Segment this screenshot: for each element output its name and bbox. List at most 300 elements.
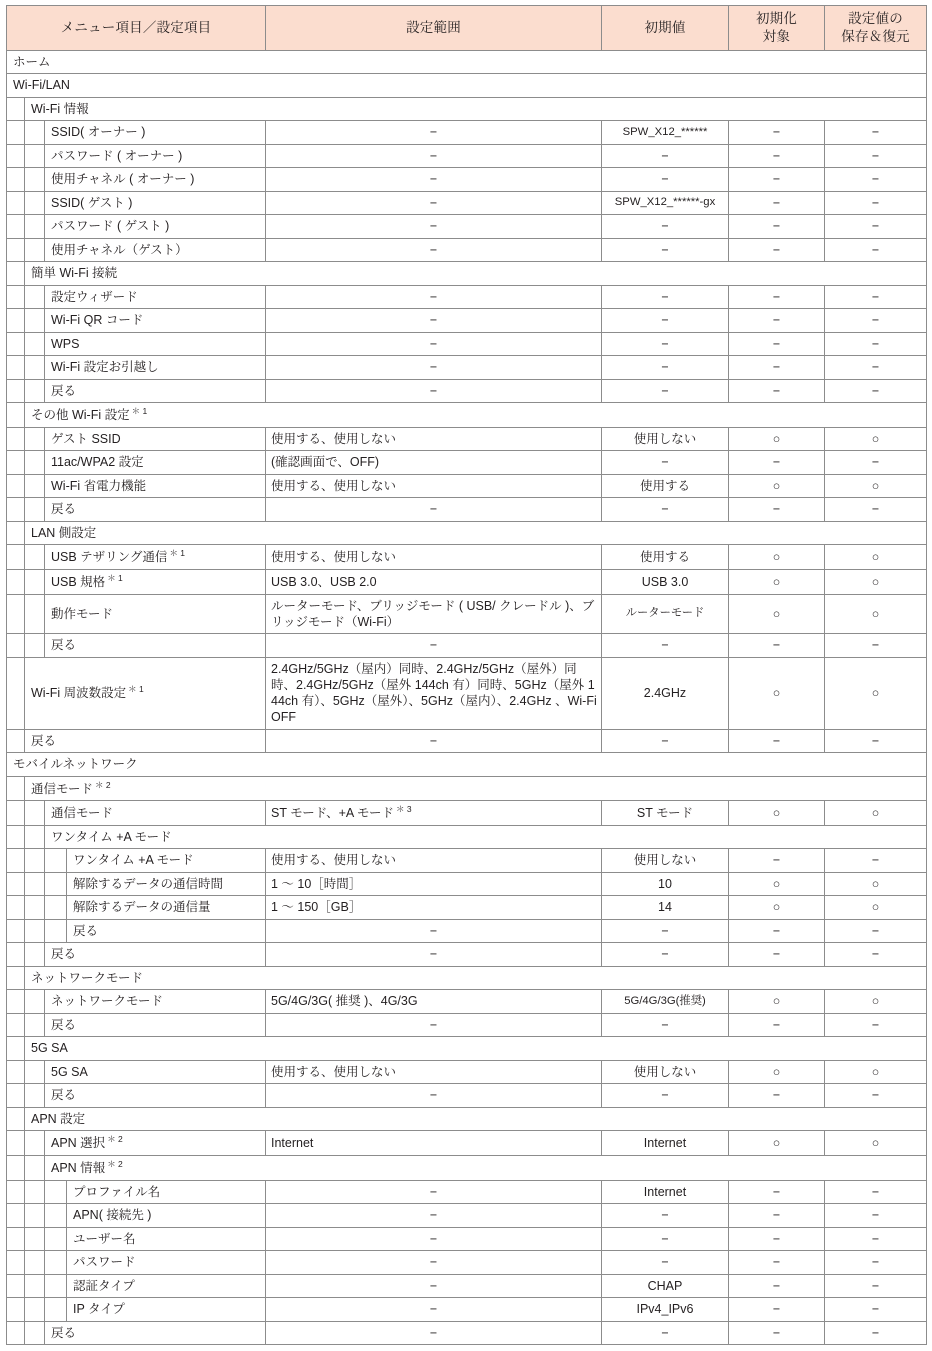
menu-item-cell [7, 1274, 266, 1298]
table-row [7, 1321, 927, 1345]
menu-item-label: ネットワークモード [51, 994, 164, 1009]
column-header-init [602, 6, 729, 51]
backup-restore-cell: − [825, 309, 927, 333]
menu-item-cell [7, 427, 266, 451]
backup-restore-cell: − [825, 1180, 927, 1204]
menu-item-label: 戻る [51, 638, 77, 653]
backup-restore-cell: ○ [825, 427, 927, 451]
table-row [7, 729, 927, 753]
setting-range-cell: − [266, 285, 602, 309]
column-header-reset [729, 6, 825, 51]
backup-restore-cell: ○ [825, 569, 927, 594]
setting-range-cell: 1 〜 10［時間］ [266, 872, 602, 896]
column-header-line: 設定値の [848, 11, 903, 26]
setting-range-cell: USB 3.0、USB 2.0 [266, 569, 602, 594]
backup-restore-cell: ○ [825, 801, 927, 826]
table-row [7, 896, 927, 920]
menu-item-cell [7, 849, 266, 873]
backup-restore-cell: ○ [825, 1131, 927, 1156]
backup-restore-cell: ○ [825, 657, 927, 729]
column-header-line: 設定範囲 [406, 19, 461, 35]
reset-target-cell: − [729, 168, 825, 192]
menu-item-cell [7, 872, 266, 896]
setting-range-cell: − [266, 215, 602, 239]
backup-restore-cell: − [825, 168, 927, 192]
section-row [7, 50, 927, 74]
column-header-line: メニュー項目／設定項目 [60, 19, 212, 35]
setting-range-cell: − [266, 332, 602, 356]
table-row [7, 451, 927, 475]
initial-value-cell: Internet [602, 1180, 729, 1204]
section-label-cell [7, 966, 927, 990]
initial-value-cell: − [602, 1013, 729, 1037]
table-row [7, 144, 927, 168]
menu-item-label: 使用チャネル（ゲスト） [51, 242, 188, 257]
menu-item-label: Wi-Fi 省電力機能 [51, 478, 147, 493]
menu-item-label: SSID( オーナー ) [51, 125, 146, 140]
setting-range-cell: − [266, 498, 602, 522]
initial-value-cell: 14 [602, 896, 729, 920]
backup-restore-cell: ○ [825, 1060, 927, 1084]
setting-range-cell: − [266, 168, 602, 192]
menu-item-cell [7, 657, 266, 729]
menu-item-cell [7, 919, 266, 943]
reset-target-cell: ○ [729, 427, 825, 451]
settings-table [6, 5, 927, 1345]
menu-item-cell [7, 356, 266, 380]
menu-item-cell [7, 801, 266, 826]
reset-target-cell: − [729, 121, 825, 145]
section-row [7, 966, 927, 990]
reset-target-cell: − [729, 849, 825, 873]
setting-range-cell: ST モード、+A モード $^{* 3}$ [266, 801, 602, 826]
backup-restore-cell: − [825, 849, 927, 873]
setting-range-cell: ルーターモード、ブリッジモード ( USB/ クレードル )、ブリッジモード（Wi-Fi） [266, 594, 602, 634]
backup-restore-cell: − [825, 498, 927, 522]
menu-item-label: 5G SA [31, 1041, 68, 1056]
backup-restore-cell: − [825, 1298, 927, 1322]
menu-item-label: 動作モード [51, 606, 114, 621]
footnote-marker: ＊ 2 [107, 1134, 123, 1145]
table-row [7, 1013, 927, 1037]
reset-target-cell: ○ [729, 872, 825, 896]
menu-item-label: ホーム [13, 54, 51, 69]
reset-target-cell: − [729, 1274, 825, 1298]
menu-item-label: IP タイプ [73, 1302, 125, 1317]
menu-item-label: 戻る [73, 923, 99, 938]
table-row [7, 634, 927, 658]
menu-item-label: 解除するデータの通信時間 [73, 876, 224, 891]
menu-item-cell [7, 1180, 266, 1204]
initial-value-cell: − [602, 144, 729, 168]
menu-item-label: Wi-Fi 周波数設定 $^{* 1}$ [31, 684, 144, 701]
menu-item-label: USB 規格 $^{* 1}$ [51, 572, 123, 590]
initial-value-cell: − [602, 238, 729, 262]
initial-value-cell: − [602, 168, 729, 192]
section-row [7, 74, 927, 98]
footnote-marker: ＊ 1 [128, 684, 144, 695]
backup-restore-cell: − [825, 1204, 927, 1228]
reset-target-cell: − [729, 1204, 825, 1228]
menu-item-label: Wi-Fi 設定お引越し [51, 360, 159, 375]
initial-value-cell: SPW_X12_******-gx [602, 191, 729, 215]
initial-value-cell: − [602, 356, 729, 380]
backup-restore-cell: − [825, 1013, 927, 1037]
initial-value-cell: − [602, 943, 729, 967]
section-row [7, 262, 927, 286]
reset-target-cell: − [729, 729, 825, 753]
setting-range-cell: 1 〜 150［GB］ [266, 896, 602, 920]
setting-range-cell: − [266, 379, 602, 403]
table-row [7, 1227, 927, 1251]
setting-range-cell: − [266, 1298, 602, 1322]
initial-value-cell: IPv4_IPv6 [602, 1298, 729, 1322]
initial-value-cell: ルーターモード [602, 594, 729, 634]
initial-value-cell: − [602, 1204, 729, 1228]
initial-value-cell: CHAP [602, 1274, 729, 1298]
initial-value-cell: − [602, 729, 729, 753]
setting-range-cell: 5G/4G/3G( 推奨 )、4G/3G [266, 990, 602, 1014]
section-label-cell [7, 1156, 927, 1181]
menu-item-label: USB テザリング通信 $^{* 1}$ [51, 548, 186, 565]
initial-value-cell: − [602, 1321, 729, 1345]
reset-target-cell: ○ [729, 801, 825, 826]
menu-item-label: 設定ウィザード [51, 289, 138, 304]
menu-item-label: 通信モード [51, 805, 114, 820]
reset-target-cell: − [729, 919, 825, 943]
section-label-cell [7, 753, 927, 777]
table-row [7, 332, 927, 356]
section-label-cell [7, 74, 927, 98]
setting-range-cell: − [266, 144, 602, 168]
setting-range-cell: − [266, 1180, 602, 1204]
menu-item-label: SSID( ゲスト ) [51, 195, 133, 210]
backup-restore-cell: − [825, 729, 927, 753]
menu-item-cell [7, 990, 266, 1014]
setting-range-cell: − [266, 634, 602, 658]
menu-item-cell [7, 545, 266, 570]
backup-restore-cell: ○ [825, 594, 927, 634]
setting-range-cell: − [266, 1321, 602, 1345]
section-row [7, 521, 927, 545]
menu-item-cell [7, 594, 266, 634]
menu-item-cell [7, 168, 266, 192]
table-row [7, 285, 927, 309]
initial-value-cell: − [602, 498, 729, 522]
reset-target-cell: − [729, 1321, 825, 1345]
column-header-line: 初期化 [755, 11, 798, 26]
menu-item-cell [7, 729, 266, 753]
menu-item-cell [7, 1084, 266, 1108]
reset-target-cell: − [729, 144, 825, 168]
reset-target-cell: ○ [729, 545, 825, 570]
reset-target-cell: ○ [729, 1131, 825, 1156]
backup-restore-cell: ○ [825, 545, 927, 570]
table-row [7, 1274, 927, 1298]
backup-restore-cell: − [825, 943, 927, 967]
table-row [7, 356, 927, 380]
table-row [7, 238, 927, 262]
setting-range-cell: 使用する、使用しない [266, 545, 602, 570]
table-row [7, 990, 927, 1014]
menu-item-label: 使用チャネル ( オーナー ) [51, 172, 195, 187]
reset-target-cell: ○ [729, 657, 825, 729]
setting-range-cell: − [266, 121, 602, 145]
backup-restore-cell: − [825, 919, 927, 943]
reset-target-cell: − [729, 634, 825, 658]
reset-target-cell: − [729, 285, 825, 309]
menu-item-label: 解除するデータの通信量 [73, 900, 211, 915]
reset-target-cell: − [729, 1251, 825, 1275]
menu-item-cell [7, 332, 266, 356]
initial-value-cell: − [602, 215, 729, 239]
menu-item-label: 戻る [51, 1017, 77, 1032]
reset-target-cell: − [729, 1180, 825, 1204]
setting-range-cell: − [266, 1274, 602, 1298]
menu-item-cell [7, 121, 266, 145]
footnote-marker: ＊ 1 [107, 572, 123, 583]
table-row [7, 594, 927, 634]
menu-item-label: Wi-Fi QR コード [51, 313, 144, 328]
menu-item-label: 戻る [51, 947, 77, 962]
backup-restore-cell: − [825, 451, 927, 475]
table-header [7, 6, 927, 51]
menu-item-cell [7, 474, 266, 498]
table-body [7, 50, 927, 1345]
reset-target-cell: − [729, 1298, 825, 1322]
backup-restore-cell: − [825, 215, 927, 239]
menu-item-label: 11ac/WPA2 設定 [51, 455, 144, 470]
initial-value-cell: − [602, 1084, 729, 1108]
reset-target-cell: − [729, 238, 825, 262]
section-label-cell [7, 1037, 927, 1061]
menu-item-label: 戻る [51, 383, 77, 398]
reset-target-cell: − [729, 215, 825, 239]
setting-range-cell: − [266, 1013, 602, 1037]
backup-restore-cell: ○ [825, 474, 927, 498]
section-label-cell [7, 825, 927, 849]
setting-range-cell: − [266, 1204, 602, 1228]
initial-value-cell: − [602, 1251, 729, 1275]
initial-value-cell: 2.4GHz [602, 657, 729, 729]
footnote-marker: ＊ 1 [131, 406, 148, 417]
menu-item-label: モバイルネットワーク [13, 757, 138, 772]
reset-target-cell: − [729, 309, 825, 333]
table-row [7, 191, 927, 215]
menu-item-label: ユーザー名 [73, 1231, 136, 1246]
setting-range-cell: 使用する、使用しない [266, 427, 602, 451]
setting-range-cell: − [266, 191, 602, 215]
reset-target-cell: ○ [729, 594, 825, 634]
table-row [7, 1084, 927, 1108]
initial-value-cell: − [602, 379, 729, 403]
section-row [7, 97, 927, 121]
header-row [7, 6, 927, 51]
backup-restore-cell: − [825, 634, 927, 658]
setting-range-cell: − [266, 943, 602, 967]
table-row [7, 569, 927, 594]
column-header-line: 対象 [762, 28, 791, 44]
menu-item-label: パスワード ( ゲスト ) [51, 219, 170, 234]
menu-item-cell [7, 498, 266, 522]
menu-item-cell [7, 1060, 266, 1084]
initial-value-cell: 使用しない [602, 427, 729, 451]
menu-item-label: 戻る [51, 1325, 77, 1340]
menu-item-cell [7, 451, 266, 475]
setting-range-cell: − [266, 1084, 602, 1108]
table-row [7, 657, 927, 729]
backup-restore-cell: ○ [825, 872, 927, 896]
reset-target-cell: − [729, 191, 825, 215]
table-row [7, 215, 927, 239]
table-row [7, 919, 927, 943]
menu-item-cell [7, 144, 266, 168]
table-row [7, 1180, 927, 1204]
menu-item-cell [7, 634, 266, 658]
reset-target-cell: ○ [729, 990, 825, 1014]
setting-range-cell: − [266, 729, 602, 753]
backup-restore-cell: − [825, 121, 927, 145]
section-row [7, 1156, 927, 1181]
section-label-cell [7, 776, 927, 801]
menu-item-cell [7, 1227, 266, 1251]
backup-restore-cell: − [825, 285, 927, 309]
table-row [7, 168, 927, 192]
reset-target-cell: − [729, 1084, 825, 1108]
table-row [7, 1298, 927, 1322]
section-label-cell [7, 262, 927, 286]
backup-restore-cell: ○ [825, 990, 927, 1014]
initial-value-cell: − [602, 634, 729, 658]
initial-value-cell: 5G/4G/3G(推奨) [602, 990, 729, 1014]
menu-item-label: APN 選択 $^{* 2}$ [51, 1134, 123, 1151]
menu-item-cell [7, 1013, 266, 1037]
footnote-marker: ＊ 2 [95, 779, 111, 790]
menu-item-cell [7, 309, 266, 333]
table-row [7, 474, 927, 498]
backup-restore-cell: − [825, 1274, 927, 1298]
section-label-cell [7, 1107, 927, 1131]
menu-item-label: APN 設定 [31, 1111, 86, 1126]
initial-value-cell: − [602, 332, 729, 356]
reset-target-cell: − [729, 379, 825, 403]
menu-item-label: 通信モード $^{* 2}$ [31, 779, 111, 796]
reset-target-cell: − [729, 1227, 825, 1251]
table-row [7, 309, 927, 333]
reset-target-cell: ○ [729, 896, 825, 920]
backup-restore-cell: − [825, 191, 927, 215]
menu-item-cell [7, 215, 266, 239]
backup-restore-cell: − [825, 379, 927, 403]
table-row [7, 872, 927, 896]
section-label-cell [7, 403, 927, 428]
section-row [7, 825, 927, 849]
menu-item-label: ネットワークモード [31, 970, 144, 985]
table-row [7, 427, 927, 451]
backup-restore-cell: − [825, 1084, 927, 1108]
reset-target-cell: − [729, 356, 825, 380]
reset-target-cell: ○ [729, 569, 825, 594]
section-row [7, 1037, 927, 1061]
menu-item-label: 戻る [51, 1088, 77, 1103]
menu-item-cell [7, 191, 266, 215]
reset-target-cell: ○ [729, 1060, 825, 1084]
initial-value-cell: 使用しない [602, 1060, 729, 1084]
menu-item-label: Wi-Fi 情報 [31, 101, 89, 116]
backup-restore-cell: − [825, 1251, 927, 1275]
backup-restore-cell: ○ [825, 896, 927, 920]
backup-restore-cell: − [825, 356, 927, 380]
column-header-line: 保存＆復元 [841, 28, 910, 44]
menu-item-cell [7, 1298, 266, 1322]
table-row [7, 1131, 927, 1156]
menu-item-cell [7, 943, 266, 967]
menu-item-label: 簡単 Wi-Fi 接続 [31, 266, 118, 281]
menu-item-label: APN( 接続先 ) [73, 1208, 152, 1223]
menu-item-cell [7, 379, 266, 403]
section-row [7, 753, 927, 777]
menu-item-label: パスワード [73, 1255, 136, 1270]
backup-restore-cell: − [825, 1321, 927, 1345]
column-header-line: 初期値 [644, 19, 686, 35]
setting-range-cell: (確認画面で、OFF) [266, 451, 602, 475]
footnote-marker: ＊ 3 [396, 804, 412, 815]
reset-target-cell: − [729, 1013, 825, 1037]
table-row [7, 379, 927, 403]
reset-target-cell: − [729, 332, 825, 356]
menu-item-label: 戻る [51, 502, 77, 517]
setting-range-cell: − [266, 1227, 602, 1251]
table-row [7, 1060, 927, 1084]
table-row [7, 1204, 927, 1228]
column-header-backup [825, 6, 927, 51]
backup-restore-cell: − [825, 238, 927, 262]
setting-range-cell: − [266, 356, 602, 380]
section-label-cell [7, 50, 927, 74]
initial-value-cell: SPW_X12_****** [602, 121, 729, 145]
setting-range-cell: − [266, 309, 602, 333]
menu-item-label: 戻る [31, 733, 57, 748]
table-row [7, 498, 927, 522]
footnote-marker: ＊ 1 [169, 548, 186, 559]
initial-value-cell: − [602, 309, 729, 333]
menu-item-cell [7, 569, 266, 594]
initial-value-cell: Internet [602, 1131, 729, 1156]
initial-value-cell: − [602, 919, 729, 943]
menu-item-label: APN 情報 $^{* 2}$ [51, 1159, 123, 1176]
menu-item-label: 認証タイプ [73, 1278, 135, 1293]
table-row [7, 545, 927, 570]
initial-value-cell: 使用する [602, 474, 729, 498]
menu-item-label: LAN 側設定 [31, 525, 97, 540]
menu-item-cell [7, 285, 266, 309]
initial-value-cell: − [602, 451, 729, 475]
backup-restore-cell: − [825, 1227, 927, 1251]
table-row [7, 943, 927, 967]
setting-range-cell: − [266, 919, 602, 943]
menu-item-cell [7, 1321, 266, 1345]
column-header-menu [7, 6, 266, 51]
initial-value-cell: 使用しない [602, 849, 729, 873]
menu-item-label: プロファイル名 [73, 1184, 161, 1199]
setting-range-cell: 使用する、使用しない [266, 849, 602, 873]
menu-item-label: WPS [51, 336, 80, 351]
section-label-cell [7, 521, 927, 545]
initial-value-cell: − [602, 285, 729, 309]
reset-target-cell: ○ [729, 474, 825, 498]
menu-item-label: ワンタイム +A モード [73, 853, 194, 868]
menu-item-cell [7, 1204, 266, 1228]
